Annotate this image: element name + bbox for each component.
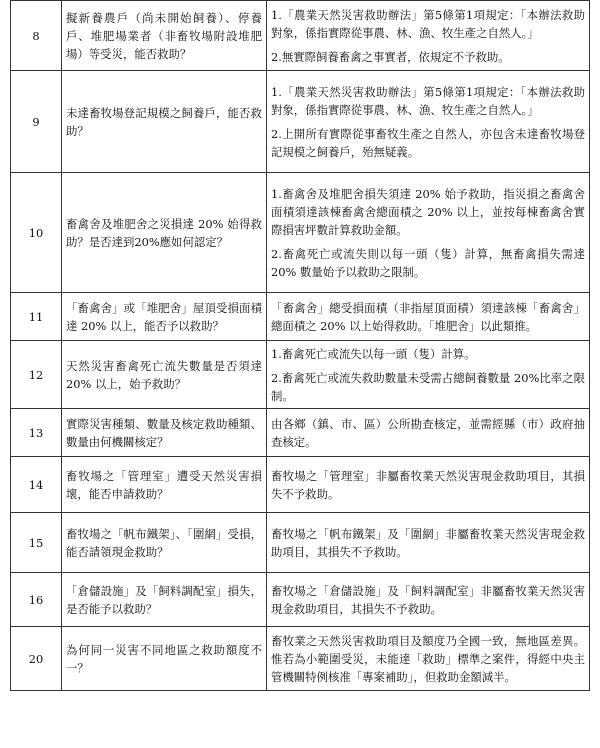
answer-paragraph: 畜牧場之「管理室」非屬畜牧業天然災害現金救助項目，其損失不予救助。 xyxy=(271,468,585,501)
answer-cell xyxy=(267,1,590,71)
answer-cell xyxy=(267,71,590,173)
answer-paragraph: 1.畜禽舍及堆肥舍損失須達 20% 始予救助，指災損之畜禽舍面積須達該棟畜禽舍總面積之 20% 以上，並按每棟畜禽舍實際損害坪數計算救助金額。 xyxy=(271,186,585,237)
answer-paragraph: 畜牧場之「帆布鐵架」及「圍網」非屬畜牧業天然災害現金救助項目，其損失不予救助。 xyxy=(271,526,585,559)
answer-paragraph: 「畜禽舍」總受損面積（非指屋頂面積）須達該棟「畜禽舍」總面積之 20% 以上始得救助。「堆肥舍」以此類推。 xyxy=(271,300,585,333)
answer-paragraph: 畜牧場之「倉儲設施」及「飼料調配室」非屬畜牧業天然災害現金救助項目，其損失不予救助。 xyxy=(271,583,585,616)
answer-paragraph: 2.上開所有實際從事畜牧生產之自然人，亦包含未達畜牧場登記規模之飼養戶，殆無疑義。 xyxy=(271,126,585,159)
answer-paragraph: 由各鄉（鎮、市、區）公所勘查核定，並需經縣（市）政府抽查核定。 xyxy=(271,416,585,449)
answer-paragraph: 1.「農業天然災害救助辦法」第5條第1項規定：「本辦法救助對象，係指實際從事農、林、漁、牧生產之自然人。」 xyxy=(271,84,585,117)
answer-paragraph: 1.畜禽死亡或流失以每一頭（隻）計算。 xyxy=(271,346,476,361)
table-row xyxy=(11,627,590,691)
table-row xyxy=(11,341,590,409)
row-number: 14 xyxy=(11,457,62,513)
question-cell: 「倉儲設施」及「飼料調配室」損失，是否能予以救助？ xyxy=(62,573,267,627)
faq-table-body xyxy=(11,1,590,691)
answer-paragraph: 畜牧業之天然災害救助項目及額度乃全國一致，無地區差異。惟若為小範圍受災，未能達「救助」標準之案件，得經中央主管機關特例核准「專案補助」，但救助金額減半。 xyxy=(271,633,585,684)
row-number: 20 xyxy=(11,627,62,691)
answer-paragraph: 2.畜禽死亡或流失救助數量未受需占總飼養數量 20%比率之限制。 xyxy=(271,370,585,403)
row-number: 10 xyxy=(11,173,62,293)
question-cell: 畜禽舍及堆肥舍之災損達 20% 始得救助？是否達到20%應如何認定？ xyxy=(62,173,267,293)
answer-cell xyxy=(267,173,590,293)
answer-cell xyxy=(267,457,590,513)
question-cell: 為何同一災害不同地區之救助額度不一？ xyxy=(62,627,267,691)
table-row xyxy=(11,573,590,627)
answer-cell xyxy=(267,293,590,341)
row-number: 13 xyxy=(11,409,62,457)
table-row xyxy=(11,409,590,457)
question-cell: 擬新養農戶（尚未開始飼養）、停養戶、堆肥場業者（非畜牧場附設堆肥場）等受災，能否救助？ xyxy=(62,1,267,71)
answer-paragraph: 2.無實際飼養畜禽之事實者，依規定不予救助。 xyxy=(271,49,510,64)
row-number: 9 xyxy=(11,71,62,173)
table-row xyxy=(11,1,590,71)
answer-cell xyxy=(267,341,590,409)
question-cell: 畜牧場之「帆布鐵架」、「圍網」受損，能否請領現金救助？ xyxy=(62,513,267,573)
answer-cell xyxy=(267,409,590,457)
question-cell: 畜牧場之「管理室」遭受天然災害損壞，能否申請救助？ xyxy=(62,457,267,513)
row-number: 16 xyxy=(11,573,62,627)
table-row xyxy=(11,71,590,173)
faq-table xyxy=(10,0,590,691)
table-row xyxy=(11,513,590,573)
row-number: 15 xyxy=(11,513,62,573)
table-row xyxy=(11,293,590,341)
table-row xyxy=(11,173,590,293)
question-cell: 未達畜牧場登記規模之飼養戶，能否救助？ xyxy=(62,71,267,173)
answer-cell xyxy=(267,513,590,573)
answer-cell xyxy=(267,573,590,627)
question-cell: 實際災害種類、數量及核定救助種類、數量由何機關核定？ xyxy=(62,409,267,457)
row-number: 8 xyxy=(11,1,62,71)
answer-paragraph: 1.「農業天然災害救助辦法」第5條第1項規定：「本辦法救助對象，係指實際從事農、林、漁、牧生產之自然人。」 xyxy=(271,7,585,40)
row-number: 11 xyxy=(11,293,62,341)
question-cell: 「畜禽舍」或「堆肥舍」屋頂受損面積達 20% 以上，能否予以救助？ xyxy=(62,293,267,341)
answer-paragraph: 2.畜禽死亡或流失則以每一頭（隻）計算，無畜禽損失需達 20% 數量始予以救助之限制。 xyxy=(271,246,585,279)
row-number: 12 xyxy=(11,341,62,409)
answer-cell xyxy=(267,627,590,691)
table-row xyxy=(11,457,590,513)
question-cell: 天然災害畜禽死亡流失數量是否須達 20% 以上，始予救助？ xyxy=(62,341,267,409)
